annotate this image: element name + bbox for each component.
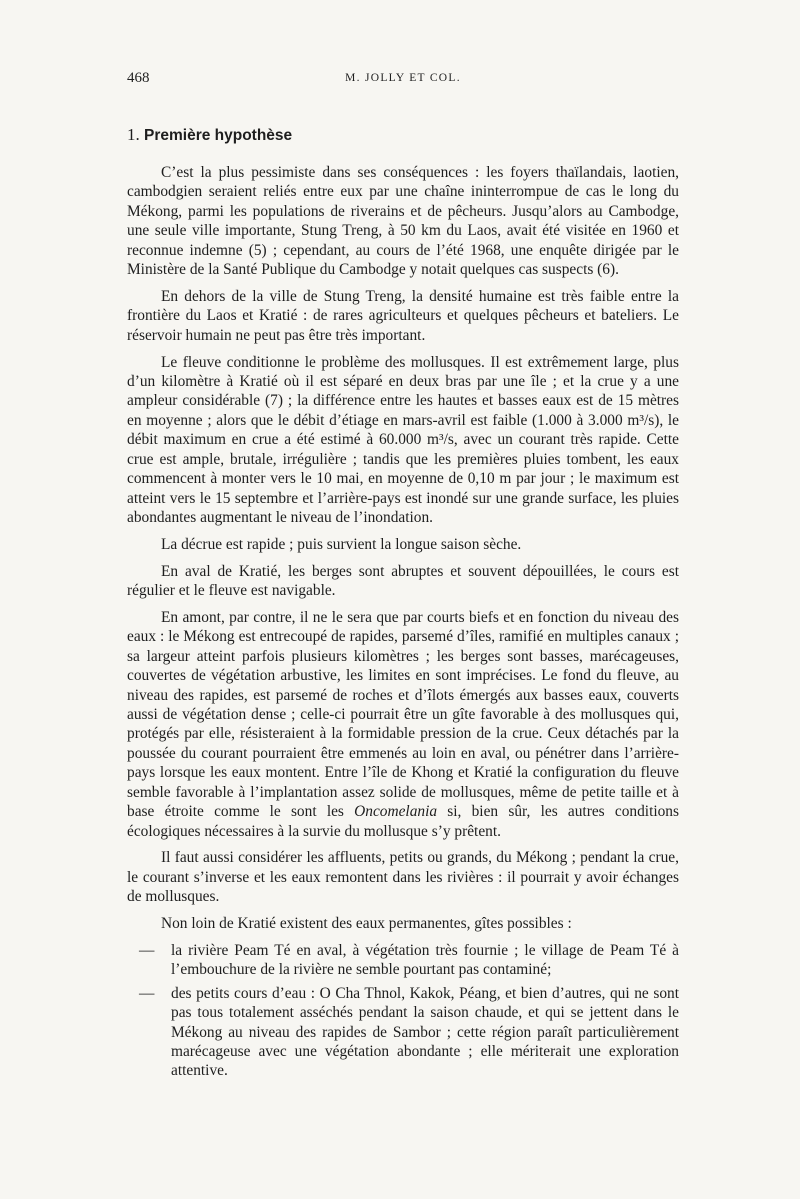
list-item (127, 984, 679, 1081)
section-number: 1. (127, 125, 140, 144)
dash-marker: — (139, 942, 155, 960)
running-head: M. JOLLY ET COL. (345, 72, 461, 84)
paragraph: Non loin de Kratié existent des eaux permanentes, gîtes possibles : (161, 915, 572, 933)
body-text (127, 163, 679, 1081)
page-header (127, 70, 679, 92)
site-list (127, 941, 679, 1081)
list-item-text: la rivière Peam Té en aval, à végétation très fournie ; le village de Peam Té à l’embouchure de la rivière ne semble pourtant pas contaminé; (171, 942, 679, 979)
paragraph-text: En amont, par contre, il ne le sera que par courts biefs et en fonction du niveau des eaux : le Mékong est entrecoupé de rapides, parsemé d’îles, ramifié en multiples canaux ; sa largeur atteint parfois plusieurs kilomètres ; les berges sont basses, marécageuses, couvertes de végétation arbustive, les limites en sont imprécises. Le fond du fleuve, au niveau des rapides, est parsemé de roches et d’îlots émergés aux basses eaux, couverts aussi de végétation dense ; celle-ci pourrait être un gîte favorable à des mollusques qui, protégés par elle, résisteraient à la formidable pression de la crue. Ceux détachés par la poussée du courant pourraient être emmenés au loin en aval, ou pénétrer dans l’arrière-pays lorsque les eaux montent. Entre l’île de Khong et Kratié la configuration du fleuve semble favorable à l’implantation assez solide de mollusques, même de petite taille et à base étroite comme le sont les (127, 609, 679, 821)
paragraph: Le fleuve conditionne le problème des mollusques. Il est extrêmement large, plus d’un kilomètre à Kratié où il est séparé en deux bras par une île ; et la crue y a une ampleur considérable (7) ; la différence entre les hautes et basses eaux est de 15 mètres en moyenne ; alors que le débit d’étiage en mars-avril est faible (1.000 à 3.000 m³/s), le débit maximum en crue a été estimé à 60.000 m³/s, avec un courant très rapide. Cette crue est ample, brutale, irrégulière ; tandis que les premières pluies tombent, les eaux commencent à monter vers le 10 mai, en moyenne de 0,10 m par jour ; le maximum est atteint vers le 15 septembre et l’arrière-pays est inondé sur une grande surface, les pluies abondantes augmentant le niveau de l’inondation. (127, 353, 679, 526)
list-item (127, 941, 679, 980)
list-item-text: des petits cours d’eau : O Cha Thnol, Kakok, Péang, et bien d’autres, qui ne sont pas tous totalement asséchés pendant la saison chaude, et qui se jettent dans le Mékong au niveau des rapides de Sambor ; cette région paraît particulièrement marécageuse avec une végétation abondante ; elle mériterait une exploration attentive. (171, 984, 679, 1080)
paragraph: La décrue est rapide ; puis survient la longue saison sèche. (161, 535, 522, 553)
page-number: 468 (127, 70, 150, 86)
paragraph: En aval de Kratié, les berges sont abruptes et souvent dépouillées, le cours est régulier et le fleuve est navigable. (127, 562, 679, 600)
section-heading (127, 124, 679, 147)
paragraph (127, 608, 679, 841)
paragraph: En dehors de la ville de Stung Treng, la densité humaine est très faible entre la frontière du Laos et Kratié : de rares agriculteurs et quelques pêcheurs et bateliers. Le réservoir humain ne peut pas être très important. (127, 287, 679, 344)
section-title: Première hypothèse (144, 127, 293, 144)
species-name: Oncomelania (354, 803, 438, 821)
paragraph: Il faut aussi considérer les affluents, petits ou grands, du Mékong ; pendant la crue, le courant s’inverse et les eaux remontent dans les rivières : il pourrait y avoir échanges de mollusques. (127, 849, 679, 906)
paragraph: C’est la plus pessimiste dans ses conséquences : les foyers thaïlandais, laotien, cambodgien seraient reliés entre eux par une chaîne ininterrompue de cas le long du Mékong, parmi les populations de riverains et de pêcheurs. Jusqu’alors au Cambodge, une seule ville importante, Stung Treng, à 50 km du Laos, avait été visitée en 1960 et reconnue indemne (5) ; cependant, au cours de l’été 1968, une enquête dirigée par le Ministère de la Santé Publique du Cambodge y notait quelques cas suspects (6). (127, 164, 679, 279)
dash-marker: — (139, 984, 155, 1002)
paragraph-text: si, bien sûr, les autres conditions écologiques nécessaires à la survie du mollusque s’y prêtent. (127, 803, 679, 840)
page (127, 70, 679, 1085)
